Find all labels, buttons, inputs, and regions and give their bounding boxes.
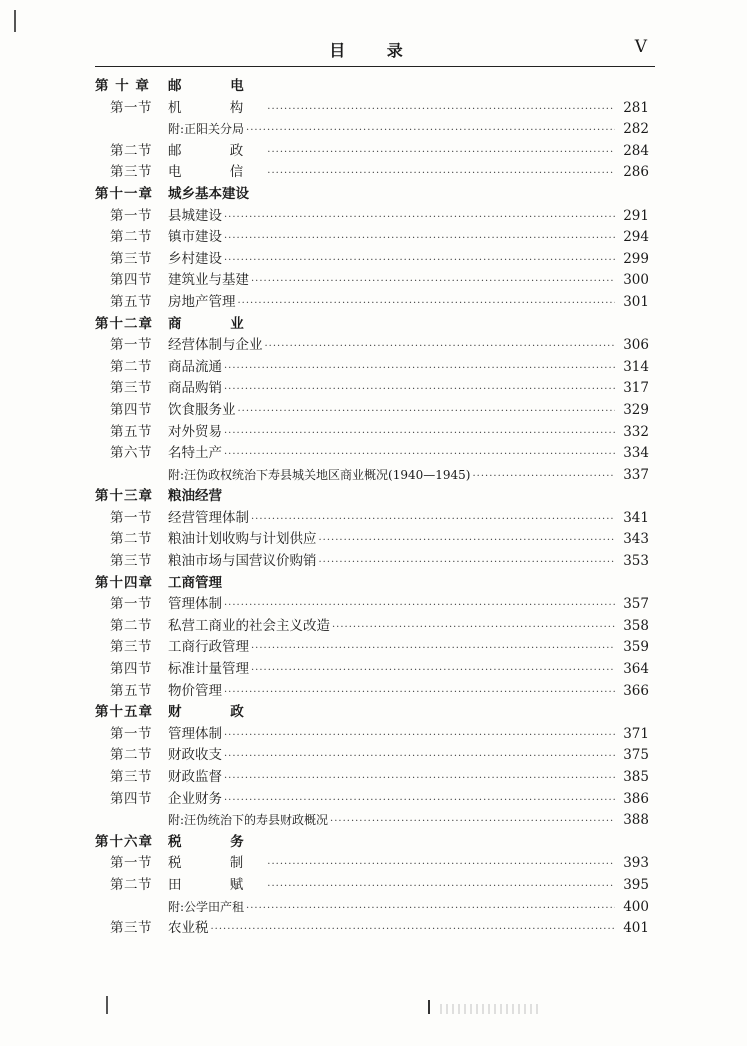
section-number: 第一节 bbox=[110, 99, 152, 116]
toc-section bbox=[95, 292, 655, 314]
toc-chapter bbox=[95, 184, 655, 206]
section-number: 第三节 bbox=[110, 250, 152, 267]
running-head bbox=[95, 36, 655, 64]
toc-section bbox=[95, 767, 655, 789]
section-number: 第五节 bbox=[110, 293, 152, 310]
section-title: 乡村建设 bbox=[168, 250, 222, 267]
section-leader bbox=[168, 162, 615, 185]
dot-leader bbox=[251, 638, 615, 660]
section-leader bbox=[168, 335, 615, 358]
dot-leader bbox=[267, 99, 615, 121]
toc-section bbox=[95, 594, 655, 616]
section-leader bbox=[168, 853, 615, 876]
appendix-leader bbox=[168, 465, 615, 488]
page-number: 393 bbox=[623, 855, 649, 872]
section-leader bbox=[168, 745, 615, 768]
toc-chapter bbox=[95, 76, 655, 98]
chapter-title: 商 业 bbox=[168, 315, 266, 332]
scan-footer-mark bbox=[428, 1000, 430, 1014]
section-number: 第四节 bbox=[110, 661, 152, 678]
toc-section bbox=[95, 206, 655, 228]
dot-leader bbox=[332, 617, 615, 639]
section-title: 粮油计划收购与计划供应 bbox=[168, 531, 317, 548]
section-leader bbox=[168, 141, 615, 164]
page-number: 294 bbox=[623, 229, 649, 246]
section-number: 第三节 bbox=[110, 920, 152, 937]
section-leader bbox=[168, 400, 615, 423]
section-number: 第四节 bbox=[110, 790, 152, 807]
page-number: 371 bbox=[623, 725, 649, 742]
dot-leader bbox=[224, 358, 615, 380]
page-number: 291 bbox=[623, 207, 649, 224]
section-leader bbox=[168, 508, 615, 531]
section-leader bbox=[168, 637, 615, 660]
page-number: 332 bbox=[623, 423, 649, 440]
page-number: 341 bbox=[623, 509, 649, 526]
toc-section bbox=[95, 335, 655, 357]
page-number: 364 bbox=[623, 661, 649, 678]
section-number: 第二节 bbox=[110, 747, 152, 764]
toc-section bbox=[95, 270, 655, 292]
toc-section bbox=[95, 551, 655, 573]
section-leader bbox=[168, 724, 615, 747]
scan-footer-mark bbox=[106, 996, 108, 1014]
toc-section bbox=[95, 616, 655, 638]
page-number: 301 bbox=[623, 293, 649, 310]
chapter-title: 工商管理 bbox=[168, 574, 222, 591]
dot-leader bbox=[319, 530, 616, 552]
section-number: 第一节 bbox=[110, 509, 152, 526]
section-number: 第三节 bbox=[110, 769, 152, 785]
dot-leader bbox=[224, 746, 615, 768]
toc-appendix bbox=[95, 119, 655, 141]
dot-leader bbox=[319, 552, 616, 574]
section-leader bbox=[168, 227, 615, 250]
section-title: 县城建设 bbox=[168, 207, 222, 224]
section-leader bbox=[168, 918, 615, 941]
page-number: 286 bbox=[623, 164, 649, 181]
section-title: 名特土产 bbox=[168, 445, 222, 462]
toc-section bbox=[95, 659, 655, 681]
section-leader bbox=[168, 529, 615, 552]
toc-section bbox=[95, 637, 655, 659]
section-leader bbox=[168, 659, 615, 682]
section-leader bbox=[168, 594, 615, 617]
page-number: 400 bbox=[623, 898, 649, 915]
page-number: 337 bbox=[623, 466, 649, 483]
toc-section bbox=[95, 875, 655, 897]
section-title: 农业税 bbox=[168, 920, 209, 937]
toc-section bbox=[95, 918, 655, 940]
section-title: 机 构 bbox=[168, 99, 266, 116]
chapter-number: 第十五章 bbox=[95, 704, 153, 721]
toc-appendix bbox=[95, 465, 655, 487]
dot-leader bbox=[224, 250, 615, 272]
page-number: 358 bbox=[623, 617, 649, 634]
section-number: 第二节 bbox=[110, 229, 152, 246]
page-number: 334 bbox=[623, 445, 649, 462]
page-number: 299 bbox=[623, 250, 649, 267]
dot-leader bbox=[238, 293, 616, 315]
toc-chapter bbox=[95, 832, 655, 854]
section-leader bbox=[168, 292, 615, 315]
dot-leader bbox=[267, 163, 615, 185]
section-title: 管理体制 bbox=[168, 725, 222, 742]
section-title: 经营管理体制 bbox=[168, 509, 249, 526]
section-title: 田 赋 bbox=[168, 876, 266, 893]
section-number: 第六节 bbox=[110, 445, 152, 462]
toc-section bbox=[95, 98, 655, 120]
toc-chapter bbox=[95, 702, 655, 724]
section-number: 第二节 bbox=[110, 142, 152, 159]
section-number: 第四节 bbox=[110, 272, 152, 289]
section-title: 经营体制与企业 bbox=[168, 337, 263, 354]
toc-appendix bbox=[95, 897, 655, 919]
section-number: 第一节 bbox=[110, 725, 152, 742]
appendix-title: 附:正阳关分局 bbox=[168, 122, 245, 137]
section-leader bbox=[168, 551, 615, 574]
section-title: 私营工商业的社会主义改造 bbox=[168, 617, 330, 634]
dot-leader bbox=[238, 401, 616, 423]
dot-leader bbox=[246, 120, 615, 142]
section-title: 镇市建设 bbox=[168, 229, 222, 246]
toc-section bbox=[95, 357, 655, 379]
page-number: 401 bbox=[623, 920, 649, 937]
section-title: 财政监督 bbox=[168, 769, 222, 785]
page-number: 300 bbox=[623, 272, 649, 289]
dot-leader bbox=[224, 790, 615, 812]
page-title: 目 录 bbox=[329, 41, 421, 60]
section-leader bbox=[168, 443, 615, 466]
section-leader bbox=[168, 357, 615, 380]
section-title: 房地产管理 bbox=[168, 293, 236, 310]
section-leader bbox=[168, 616, 615, 639]
section-number: 第一节 bbox=[110, 855, 152, 872]
dot-leader bbox=[251, 660, 615, 682]
section-title: 商品流通 bbox=[168, 358, 222, 375]
section-title: 物价管理 bbox=[168, 682, 222, 699]
section-leader bbox=[168, 422, 615, 445]
chapter-number: 第十一章 bbox=[95, 185, 153, 202]
dot-leader bbox=[224, 725, 615, 747]
chapter-title: 邮 电 bbox=[168, 78, 266, 94]
header-rule bbox=[95, 66, 655, 67]
page-number: 306 bbox=[623, 337, 649, 354]
section-title: 工商行政管理 bbox=[168, 639, 249, 656]
page-number: 375 bbox=[623, 747, 649, 764]
chapter-number: 第十四章 bbox=[95, 574, 153, 591]
toc-section bbox=[95, 789, 655, 811]
dot-leader bbox=[224, 595, 615, 617]
page-number: 284 bbox=[623, 142, 649, 159]
scan-footer-smudge bbox=[440, 1004, 540, 1014]
toc-section bbox=[95, 227, 655, 249]
section-leader bbox=[168, 206, 615, 229]
dot-leader bbox=[224, 379, 615, 401]
toc-section bbox=[95, 400, 655, 422]
section-number: 第二节 bbox=[110, 876, 152, 893]
page-number: 388 bbox=[623, 812, 649, 829]
dot-leader bbox=[267, 854, 615, 876]
chapter-number: 第 十 章 bbox=[95, 78, 150, 94]
section-title: 电 信 bbox=[168, 164, 266, 181]
dot-leader bbox=[224, 207, 615, 229]
page-number: 385 bbox=[623, 769, 649, 785]
toc-appendix bbox=[95, 810, 655, 832]
dot-leader bbox=[224, 444, 615, 466]
section-number: 第五节 bbox=[110, 682, 152, 699]
toc-chapter bbox=[95, 486, 655, 508]
page-number: 317 bbox=[623, 380, 649, 397]
chapter-number: 第十六章 bbox=[95, 833, 153, 850]
section-leader bbox=[168, 789, 615, 812]
dot-leader bbox=[265, 336, 616, 358]
section-leader bbox=[168, 98, 615, 121]
section-leader bbox=[168, 249, 615, 272]
toc-section bbox=[95, 681, 655, 703]
toc-section bbox=[95, 443, 655, 465]
dot-leader bbox=[251, 509, 615, 531]
section-title: 饮食服务业 bbox=[168, 401, 236, 418]
section-number: 第一节 bbox=[110, 337, 152, 354]
section-title: 税 制 bbox=[168, 855, 266, 872]
toc-section bbox=[95, 508, 655, 530]
toc-chapter bbox=[95, 314, 655, 336]
section-title: 标准计量管理 bbox=[168, 661, 249, 678]
dot-leader bbox=[473, 466, 616, 488]
page-number: 359 bbox=[623, 639, 649, 656]
section-number: 第五节 bbox=[110, 423, 152, 440]
toc-section bbox=[95, 724, 655, 746]
section-number: 第四节 bbox=[110, 401, 152, 418]
toc-section bbox=[95, 529, 655, 551]
table-of-contents bbox=[95, 76, 655, 940]
chapter-number: 第十三章 bbox=[95, 488, 153, 505]
dot-leader bbox=[251, 271, 615, 293]
section-number: 第三节 bbox=[110, 164, 152, 181]
dot-leader bbox=[267, 142, 615, 164]
page-number: 281 bbox=[623, 99, 649, 116]
appendix-title: 附:公学田产租 bbox=[168, 899, 245, 914]
toc-chapter bbox=[95, 573, 655, 595]
section-number: 第一节 bbox=[110, 596, 152, 613]
page-number: 329 bbox=[623, 401, 649, 418]
page-number: 343 bbox=[623, 531, 649, 548]
page-number: 386 bbox=[623, 790, 649, 807]
section-number: 第三节 bbox=[110, 639, 152, 656]
appendix-leader bbox=[168, 810, 615, 833]
toc-section bbox=[95, 249, 655, 271]
section-leader bbox=[168, 875, 615, 898]
section-leader bbox=[168, 767, 615, 790]
section-title: 管理体制 bbox=[168, 596, 222, 613]
chapter-title: 粮油经营 bbox=[168, 488, 222, 505]
page-number: 314 bbox=[623, 358, 649, 375]
chapter-title: 税 务 bbox=[168, 833, 266, 850]
section-title: 粮油市场与国营议价购销 bbox=[168, 553, 317, 570]
toc-section bbox=[95, 853, 655, 875]
toc-section bbox=[95, 378, 655, 400]
page-number: 357 bbox=[623, 596, 649, 613]
section-number: 第二节 bbox=[110, 617, 152, 634]
section-title: 对外贸易 bbox=[168, 423, 222, 440]
section-title: 建筑业与基建 bbox=[168, 272, 249, 289]
section-number: 第二节 bbox=[110, 358, 152, 375]
toc-section bbox=[95, 422, 655, 444]
chapter-title: 财 政 bbox=[168, 704, 266, 721]
scan-edge-mark bbox=[14, 10, 16, 32]
toc-section bbox=[95, 745, 655, 767]
appendix-title: 附:汪伪统治下的寿县财政概况 bbox=[168, 813, 329, 828]
dot-leader bbox=[330, 811, 615, 833]
appendix-leader bbox=[168, 897, 615, 920]
toc-section bbox=[95, 162, 655, 184]
section-leader bbox=[168, 681, 615, 704]
chapter-number: 第十二章 bbox=[95, 315, 153, 332]
section-title: 财政收支 bbox=[168, 747, 222, 764]
section-title: 商品购销 bbox=[168, 380, 222, 397]
section-number: 第二节 bbox=[110, 531, 152, 548]
dot-leader bbox=[267, 876, 615, 898]
section-title: 企业财务 bbox=[168, 790, 222, 807]
page-number: 282 bbox=[623, 121, 649, 138]
section-number: 第三节 bbox=[110, 380, 152, 397]
dot-leader bbox=[224, 768, 615, 790]
page-folio: V bbox=[634, 37, 647, 57]
page-number: 353 bbox=[623, 553, 649, 570]
chapter-title: 城乡基本建设 bbox=[168, 185, 249, 202]
section-leader bbox=[168, 270, 615, 293]
page-number: 395 bbox=[623, 876, 649, 893]
dot-leader bbox=[246, 898, 615, 920]
section-number: 第三节 bbox=[110, 553, 152, 570]
dot-leader bbox=[224, 423, 615, 445]
section-leader bbox=[168, 378, 615, 401]
appendix-leader bbox=[168, 119, 615, 142]
appendix-title: 附:汪伪政权统治下寿县城关地区商业概况(1940—1945) bbox=[168, 467, 471, 482]
page-number: 366 bbox=[623, 682, 649, 699]
toc-section bbox=[95, 141, 655, 163]
section-number: 第一节 bbox=[110, 207, 152, 224]
dot-leader bbox=[224, 228, 615, 250]
dot-leader bbox=[211, 919, 616, 941]
section-title: 邮 政 bbox=[168, 142, 266, 159]
dot-leader bbox=[224, 682, 615, 704]
